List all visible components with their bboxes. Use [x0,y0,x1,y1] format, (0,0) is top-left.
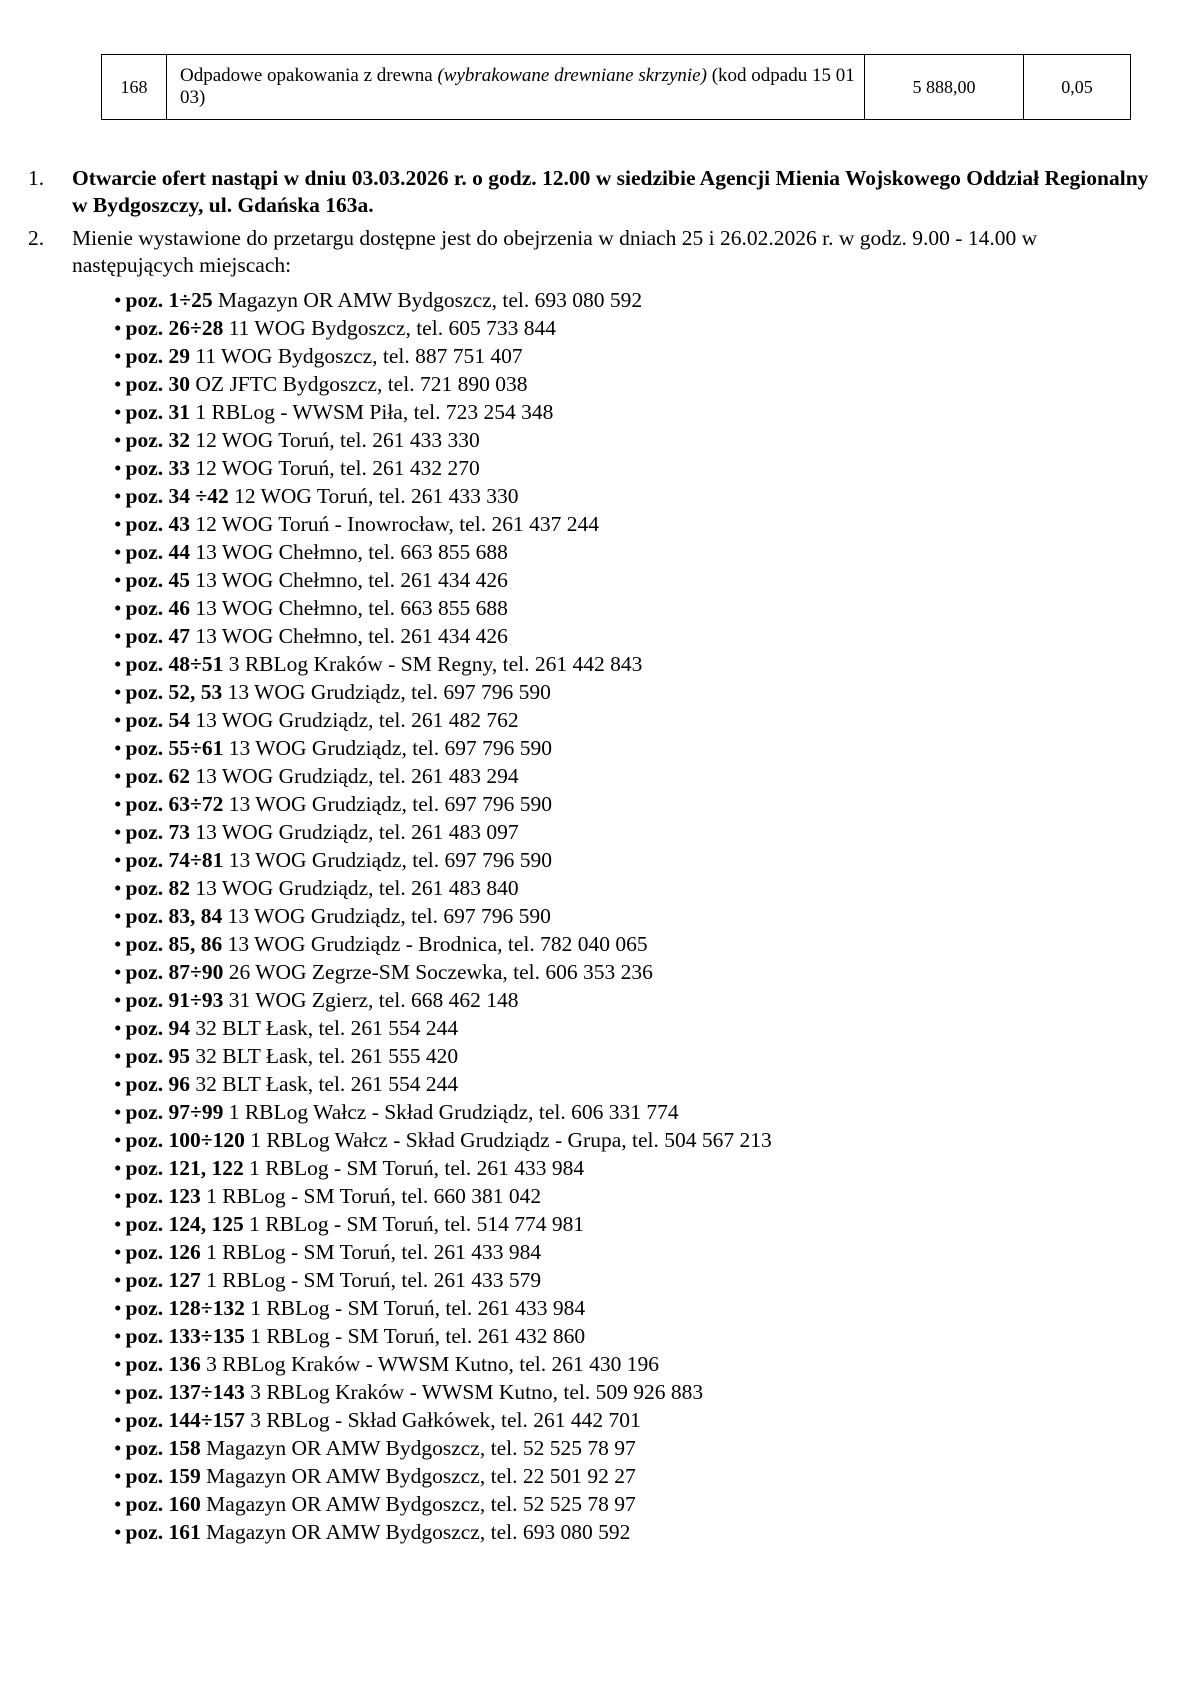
point-number: 1. [28,166,45,190]
bullet: • [114,596,122,620]
bullet: • [114,932,122,956]
point-2 [28,225,1158,1546]
position-range: poz. 128÷132 [125,1296,245,1320]
position-range: poz. 26÷28 [125,316,224,340]
bullet: • [114,1100,122,1124]
bullet: • [114,1324,122,1348]
position-range: poz. 73 [125,820,191,844]
position-range: poz. 160 [125,1492,201,1516]
list-item [114,902,1158,930]
location-text: OZ JFTC Bydgoszcz, tel. 721 890 038 [190,372,528,396]
bullet: • [114,1520,122,1544]
point-number: 2. [28,226,45,250]
list-item [114,1378,1158,1406]
location-text: 32 BLT Łask, tel. 261 554 244 [190,1016,459,1040]
bullet: • [114,288,122,312]
position-range: poz. 34 ÷42 [125,484,229,508]
position-range: poz. 137÷143 [125,1380,245,1404]
list-item [114,482,1158,510]
location-text: 13 WOG Chełmno, tel. 663 855 688 [190,596,508,620]
bullet: • [114,1240,122,1264]
location-text: 3 RBLog Kraków - WWSM Kutno, tel. 509 926 883 [244,1380,704,1404]
list-item [114,818,1158,846]
location-text: 13 WOG Grudziądz, tel. 261 483 097 [190,820,519,844]
location-text: 32 BLT Łask, tel. 261 555 420 [190,1044,459,1068]
location-text: 1 RBLog - SM Toruń, tel. 261 433 984 [200,1240,542,1264]
bullet: • [114,1156,122,1180]
location-text: 1 RBLog - SM Toruń, tel. 514 774 981 [243,1212,585,1236]
bullet: • [114,988,122,1012]
list-item [114,1238,1158,1266]
list-item [114,342,1158,370]
location-text: 26 WOG Zegrze-SM Soczewka, tel. 606 353 236 [223,960,653,984]
bullet: • [114,316,122,340]
list-item [114,846,1158,874]
location-text: 32 BLT Łask, tel. 261 554 244 [190,1072,459,1096]
list-item [114,1014,1158,1042]
list-item [114,454,1158,482]
list-item [114,1350,1158,1378]
waste-table [101,54,1131,120]
bullet: • [114,792,122,816]
position-range: poz. 47 [125,624,191,648]
position-range: poz. 136 [125,1352,201,1376]
list-item [114,650,1158,678]
location-text: 13 WOG Grudziądz, tel. 697 796 590 [223,736,552,760]
position-range: poz. 97÷99 [125,1100,224,1124]
location-text: 12 WOG Toruń - Inowrocław, tel. 261 437 244 [190,512,599,536]
bullet: • [114,1128,122,1152]
bullet: • [114,820,122,844]
location-text: 11 WOG Bydgoszcz, tel. 887 751 407 [190,344,523,368]
position-range: poz. 100÷120 [125,1128,245,1152]
position-range: poz. 124, 125 [125,1212,244,1236]
bullet: • [114,1044,122,1068]
bullet: • [114,736,122,760]
bullet: • [114,1072,122,1096]
location-text: 1 RBLog Wałcz - Skład Grudziądz - Grupa, tel. 504 567 213 [244,1128,772,1152]
list-item [114,538,1158,566]
row-number: 168 [102,55,167,120]
position-range: poz. 33 [125,456,191,480]
list-item [114,1070,1158,1098]
list-item [114,1462,1158,1490]
bullet: • [114,876,122,900]
list-item [114,1322,1158,1350]
bullet: • [114,1016,122,1040]
bullet: • [114,904,122,928]
position-range: poz. 158 [125,1436,201,1460]
location-text: Magazyn OR AMW Bydgoszcz, tel. 693 080 592 [212,288,643,312]
location-text: 13 WOG Grudziądz, tel. 697 796 590 [223,792,552,816]
bullet: • [114,1296,122,1320]
list-item [114,286,1158,314]
location-text: 13 WOG Grudziądz, tel. 261 483 840 [190,876,519,900]
position-range: poz. 46 [125,596,191,620]
list-item [114,1126,1158,1154]
position-range: poz. 96 [125,1072,191,1096]
position-range: poz. 30 [125,372,191,396]
row-quantity: 5 888,00 [865,55,1024,120]
bullet: • [114,1352,122,1376]
position-range: poz. 94 [125,1016,191,1040]
list-item [114,1098,1158,1126]
list-item [114,874,1158,902]
list-item [114,678,1158,706]
position-range: poz. 121, 122 [125,1156,244,1180]
numbered-points [28,165,1158,1552]
bullet: • [114,400,122,424]
position-range: poz. 85, 86 [125,932,223,956]
position-range: poz. 83, 84 [125,904,223,928]
list-item [114,986,1158,1014]
list-item [114,426,1158,454]
location-text: 13 WOG Grudziądz, tel. 261 483 294 [190,764,519,788]
location-text: 13 WOG Grudziądz, tel. 697 796 590 [223,848,552,872]
position-range: poz. 95 [125,1044,191,1068]
location-text: 12 WOG Toruń, tel. 261 433 330 [190,428,480,452]
position-range: poz. 133÷135 [125,1324,245,1348]
location-text: Magazyn OR AMW Bydgoszcz, tel. 693 080 592 [200,1520,631,1544]
position-range: poz. 29 [125,344,191,368]
bullet: • [114,344,122,368]
bullet: • [114,1408,122,1432]
list-item [114,958,1158,986]
bullet: • [114,456,122,480]
list-item [114,1266,1158,1294]
list-item [114,622,1158,650]
position-range: poz. 48÷51 [125,652,224,676]
location-text: 12 WOG Toruń, tel. 261 433 330 [228,484,519,508]
position-range: poz. 31 [125,400,191,424]
bullet: • [114,540,122,564]
position-range: poz. 63÷72 [125,792,224,816]
list-item [114,706,1158,734]
bullet: • [114,680,122,704]
location-text: 11 WOG Bydgoszcz, tel. 605 733 844 [223,316,556,340]
position-range: poz. 82 [125,876,191,900]
position-range: poz. 144÷157 [125,1408,245,1432]
bullet: • [114,960,122,984]
list-item [114,510,1158,538]
bullet: • [114,1436,122,1460]
bullet: • [114,1268,122,1292]
position-range: poz. 127 [125,1268,201,1292]
location-text: 1 RBLog - SM Toruń, tel. 261 433 579 [200,1268,542,1292]
location-text: Magazyn OR AMW Bydgoszcz, tel. 22 501 92 27 [200,1464,636,1488]
position-range: poz. 32 [125,428,191,452]
list-item [114,1490,1158,1518]
position-range: poz. 1÷25 [125,288,213,312]
location-text: 1 RBLog - WWSM Piła, tel. 723 254 348 [190,400,554,424]
location-text: 13 WOG Chełmno, tel. 663 855 688 [190,540,508,564]
list-item [114,734,1158,762]
list-item [114,1042,1158,1070]
point-text: Mienie wystawione do przetargu dostępne jest do obejrzenia w dniach 25 i 26.02.2026 r. w godz. 9.00 - 14.00 w następujących miejscach: [72,226,1038,277]
list-item [114,1434,1158,1462]
list-item [114,1518,1158,1546]
location-text: 3 RBLog - Skład Gałkówek, tel. 261 442 701 [244,1408,641,1432]
bullet: • [114,848,122,872]
bullet: • [114,568,122,592]
location-text: 3 RBLog Kraków - SM Regny, tel. 261 442 843 [223,652,643,676]
bullet: • [114,1464,122,1488]
position-range: poz. 161 [125,1520,201,1544]
list-item [114,762,1158,790]
bullet: • [114,512,122,536]
row-price: 0,05 [1024,55,1131,120]
list-item [114,1406,1158,1434]
bullet: • [114,1212,122,1236]
location-text: 13 WOG Chełmno, tel. 261 434 426 [190,624,508,648]
position-range: poz. 55÷61 [125,736,224,760]
desc-plain: Odpadowe opakowania z drewna [180,65,438,86]
position-range: poz. 126 [125,1240,201,1264]
position-range: poz. 91÷93 [125,988,224,1012]
position-range: poz. 74÷81 [125,848,224,872]
list-item [114,1294,1158,1322]
list-item [114,930,1158,958]
bullet: • [114,764,122,788]
desc-italic: (wybrakowane drewniane skrzynie) [437,65,707,86]
location-text: 1 RBLog Wałcz - Skład Grudziądz, tel. 606 331 774 [223,1100,679,1124]
position-range: poz. 52, 53 [125,680,223,704]
position-range: poz. 54 [125,708,191,732]
list-item [114,1182,1158,1210]
bullet: • [114,624,122,648]
list-item [114,370,1158,398]
list-item [114,790,1158,818]
list-item [114,314,1158,342]
location-text: 13 WOG Grudziądz, tel. 697 796 590 [222,680,551,704]
list-item [114,398,1158,426]
location-text: 13 WOG Chełmno, tel. 261 434 426 [190,568,508,592]
location-text: Magazyn OR AMW Bydgoszcz, tel. 52 525 78 97 [200,1436,636,1460]
list-item [114,1210,1158,1238]
row-description [167,55,865,120]
position-range: poz. 159 [125,1464,201,1488]
location-text: Magazyn OR AMW Bydgoszcz, tel. 52 525 78 97 [200,1492,636,1516]
location-text: 1 RBLog - SM Toruń, tel. 261 433 984 [243,1156,585,1180]
location-text: 13 WOG Grudziądz, tel. 261 482 762 [190,708,519,732]
point-text: Otwarcie ofert nastąpi w dniu 03.03.2026 r. o godz. 12.00 w siedzibie Agencji Mienia Wojskowego Oddział Regionalny w Bydgoszczy, ul. Gdańska 163a. [72,166,1149,217]
position-range: poz. 123 [125,1184,201,1208]
bullet: • [114,372,122,396]
bullet: • [114,1184,122,1208]
position-range: poz. 45 [125,568,191,592]
point-1 [28,165,1158,219]
bullet: • [114,708,122,732]
locations-list [72,286,1158,1546]
bullet: • [114,428,122,452]
position-range: poz. 44 [125,540,191,564]
location-text: 12 WOG Toruń, tel. 261 432 270 [190,456,480,480]
list-item [114,566,1158,594]
bullet: • [114,652,122,676]
list-item [114,594,1158,622]
location-text: 1 RBLog - SM Toruń, tel. 261 432 860 [244,1324,586,1348]
location-text: 13 WOG Grudziądz, tel. 697 796 590 [222,904,551,928]
location-text: 1 RBLog - SM Toruń, tel. 660 381 042 [200,1184,542,1208]
bullet: • [114,1380,122,1404]
bullet: • [114,1492,122,1516]
position-range: poz. 62 [125,764,191,788]
list-item [114,1154,1158,1182]
bullet: • [114,484,122,508]
location-text: 31 WOG Zgierz, tel. 668 462 148 [223,988,519,1012]
location-text: 13 WOG Grudziądz - Brodnica, tel. 782 040 065 [222,932,648,956]
position-range: poz. 87÷90 [125,960,224,984]
location-text: 3 RBLog Kraków - WWSM Kutno, tel. 261 430 196 [200,1352,660,1376]
table-row [102,55,1131,120]
position-range: poz. 43 [125,512,191,536]
location-text: 1 RBLog - SM Toruń, tel. 261 433 984 [244,1296,586,1320]
desc-tail: (kod odpadu 15 01 03) [180,65,855,108]
